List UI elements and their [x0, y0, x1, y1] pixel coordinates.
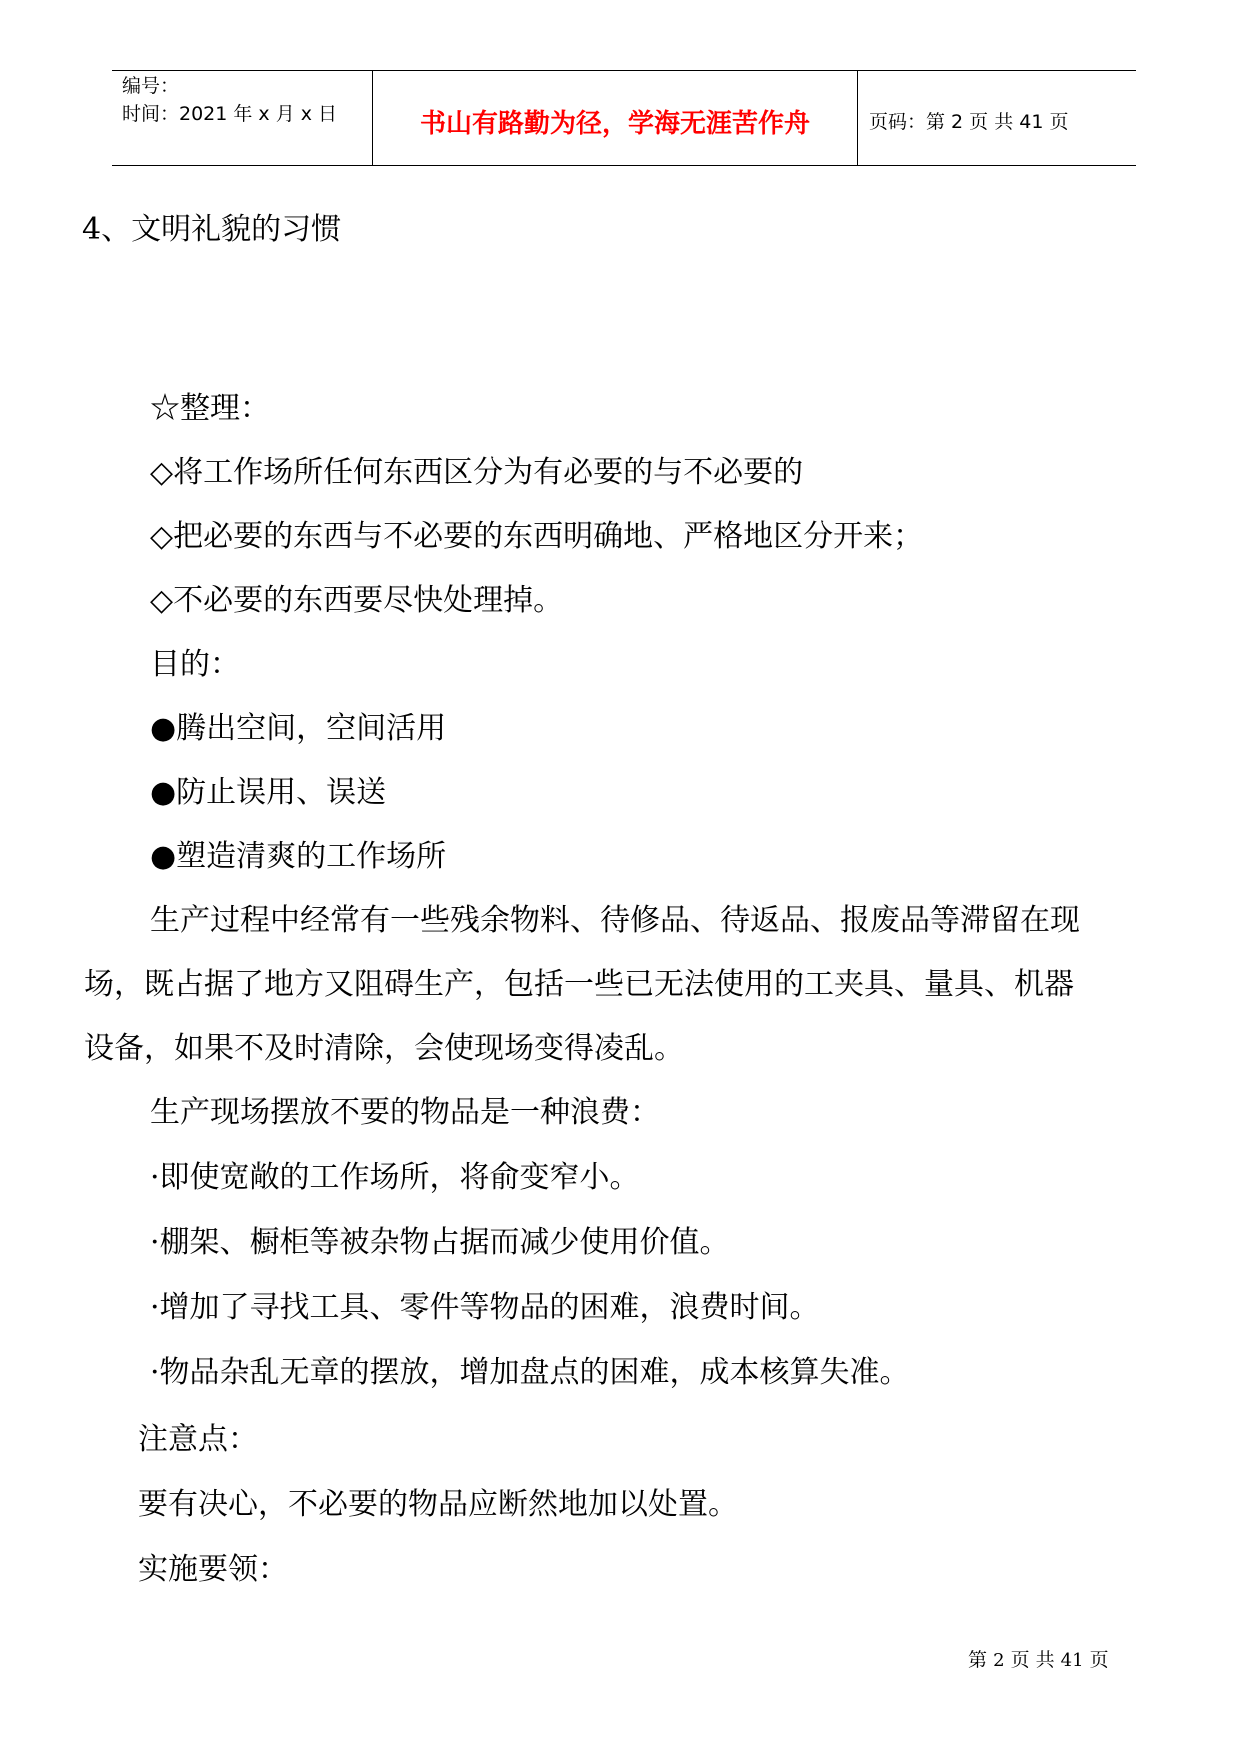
footer-suffix: 页	[1089, 1649, 1109, 1671]
page-header	[112, 70, 1136, 166]
text-line-purpose: 目的：	[150, 647, 240, 682]
header-motto-cell	[372, 71, 858, 165]
text-line-diamond-3: ◇不必要的东西要尽快处理掉。	[150, 583, 564, 618]
text-line-bullet-2: ●防止误用、误送	[150, 775, 387, 810]
text-line-dot-1: ·即使宽敞的工作场所，将俞变窄小。	[150, 1160, 640, 1195]
text-line-determination: 要有决心，不必要的物品应断然地加以处置。	[138, 1487, 738, 1522]
text-line-waste: 生产现场摆放不要的物品是一种浪费：	[150, 1095, 660, 1130]
motto-text: 书山有路勤为径，学海无涯苦作舟	[419, 109, 810, 139]
text-line-dot-4: ·物品杂乱无章的摆放，增加盘点的困难，成本核算失准。	[150, 1355, 910, 1390]
section-heading: 4、文明礼貌的习惯	[82, 212, 342, 247]
text-line-notes: 注意点：	[138, 1422, 258, 1457]
text-line-bullet-1: ●腾出空间，空间活用	[150, 711, 447, 746]
footer-prefix: 第	[968, 1649, 988, 1671]
serial-number-label: 编号：	[122, 75, 180, 97]
header-page-cell	[857, 71, 1136, 165]
paragraph-line-2: 场，既占据了地方又阻碍生产，包括一些已无法使用的工夹具、量具、机器	[84, 967, 1074, 1002]
page-footer	[968, 1645, 1109, 1672]
footer-page-number: 2	[993, 1650, 1005, 1671]
text-line-implementation: 实施要领：	[138, 1552, 288, 1587]
text-line-dot-2: ·棚架、橱柜等被杂物占据而减少使用价值。	[150, 1225, 730, 1260]
paragraph-line-1: 生产过程中经常有一些残余物料、待修品、待返品、报废品等滞留在现	[150, 903, 1080, 938]
time-label: 时间：2021 年 x 月 x 日	[122, 103, 338, 125]
text-line-dot-3: ·增加了寻找工具、零件等物品的困难，浪费时间。	[150, 1290, 820, 1325]
text-line-diamond-2: ◇把必要的东西与不必要的东西明确地、严格地区分开来；	[150, 519, 924, 554]
footer-middle: 页 共	[1010, 1649, 1055, 1671]
text-line-diamond-1: ◇将工作场所任何东西区分为有必要的与不必要的	[150, 455, 804, 490]
text-line-bullet-3: ●塑造清爽的工作场所	[150, 839, 447, 874]
header-meta-cell	[112, 71, 372, 165]
footer-total-pages: 41	[1060, 1650, 1084, 1671]
page-code: 页码：第 2 页 共 41 页	[869, 111, 1069, 133]
text-line-sort: ☆整理：	[150, 391, 270, 426]
paragraph-line-3: 设备，如果不及时清除，会使现场变得凌乱。	[84, 1031, 684, 1066]
